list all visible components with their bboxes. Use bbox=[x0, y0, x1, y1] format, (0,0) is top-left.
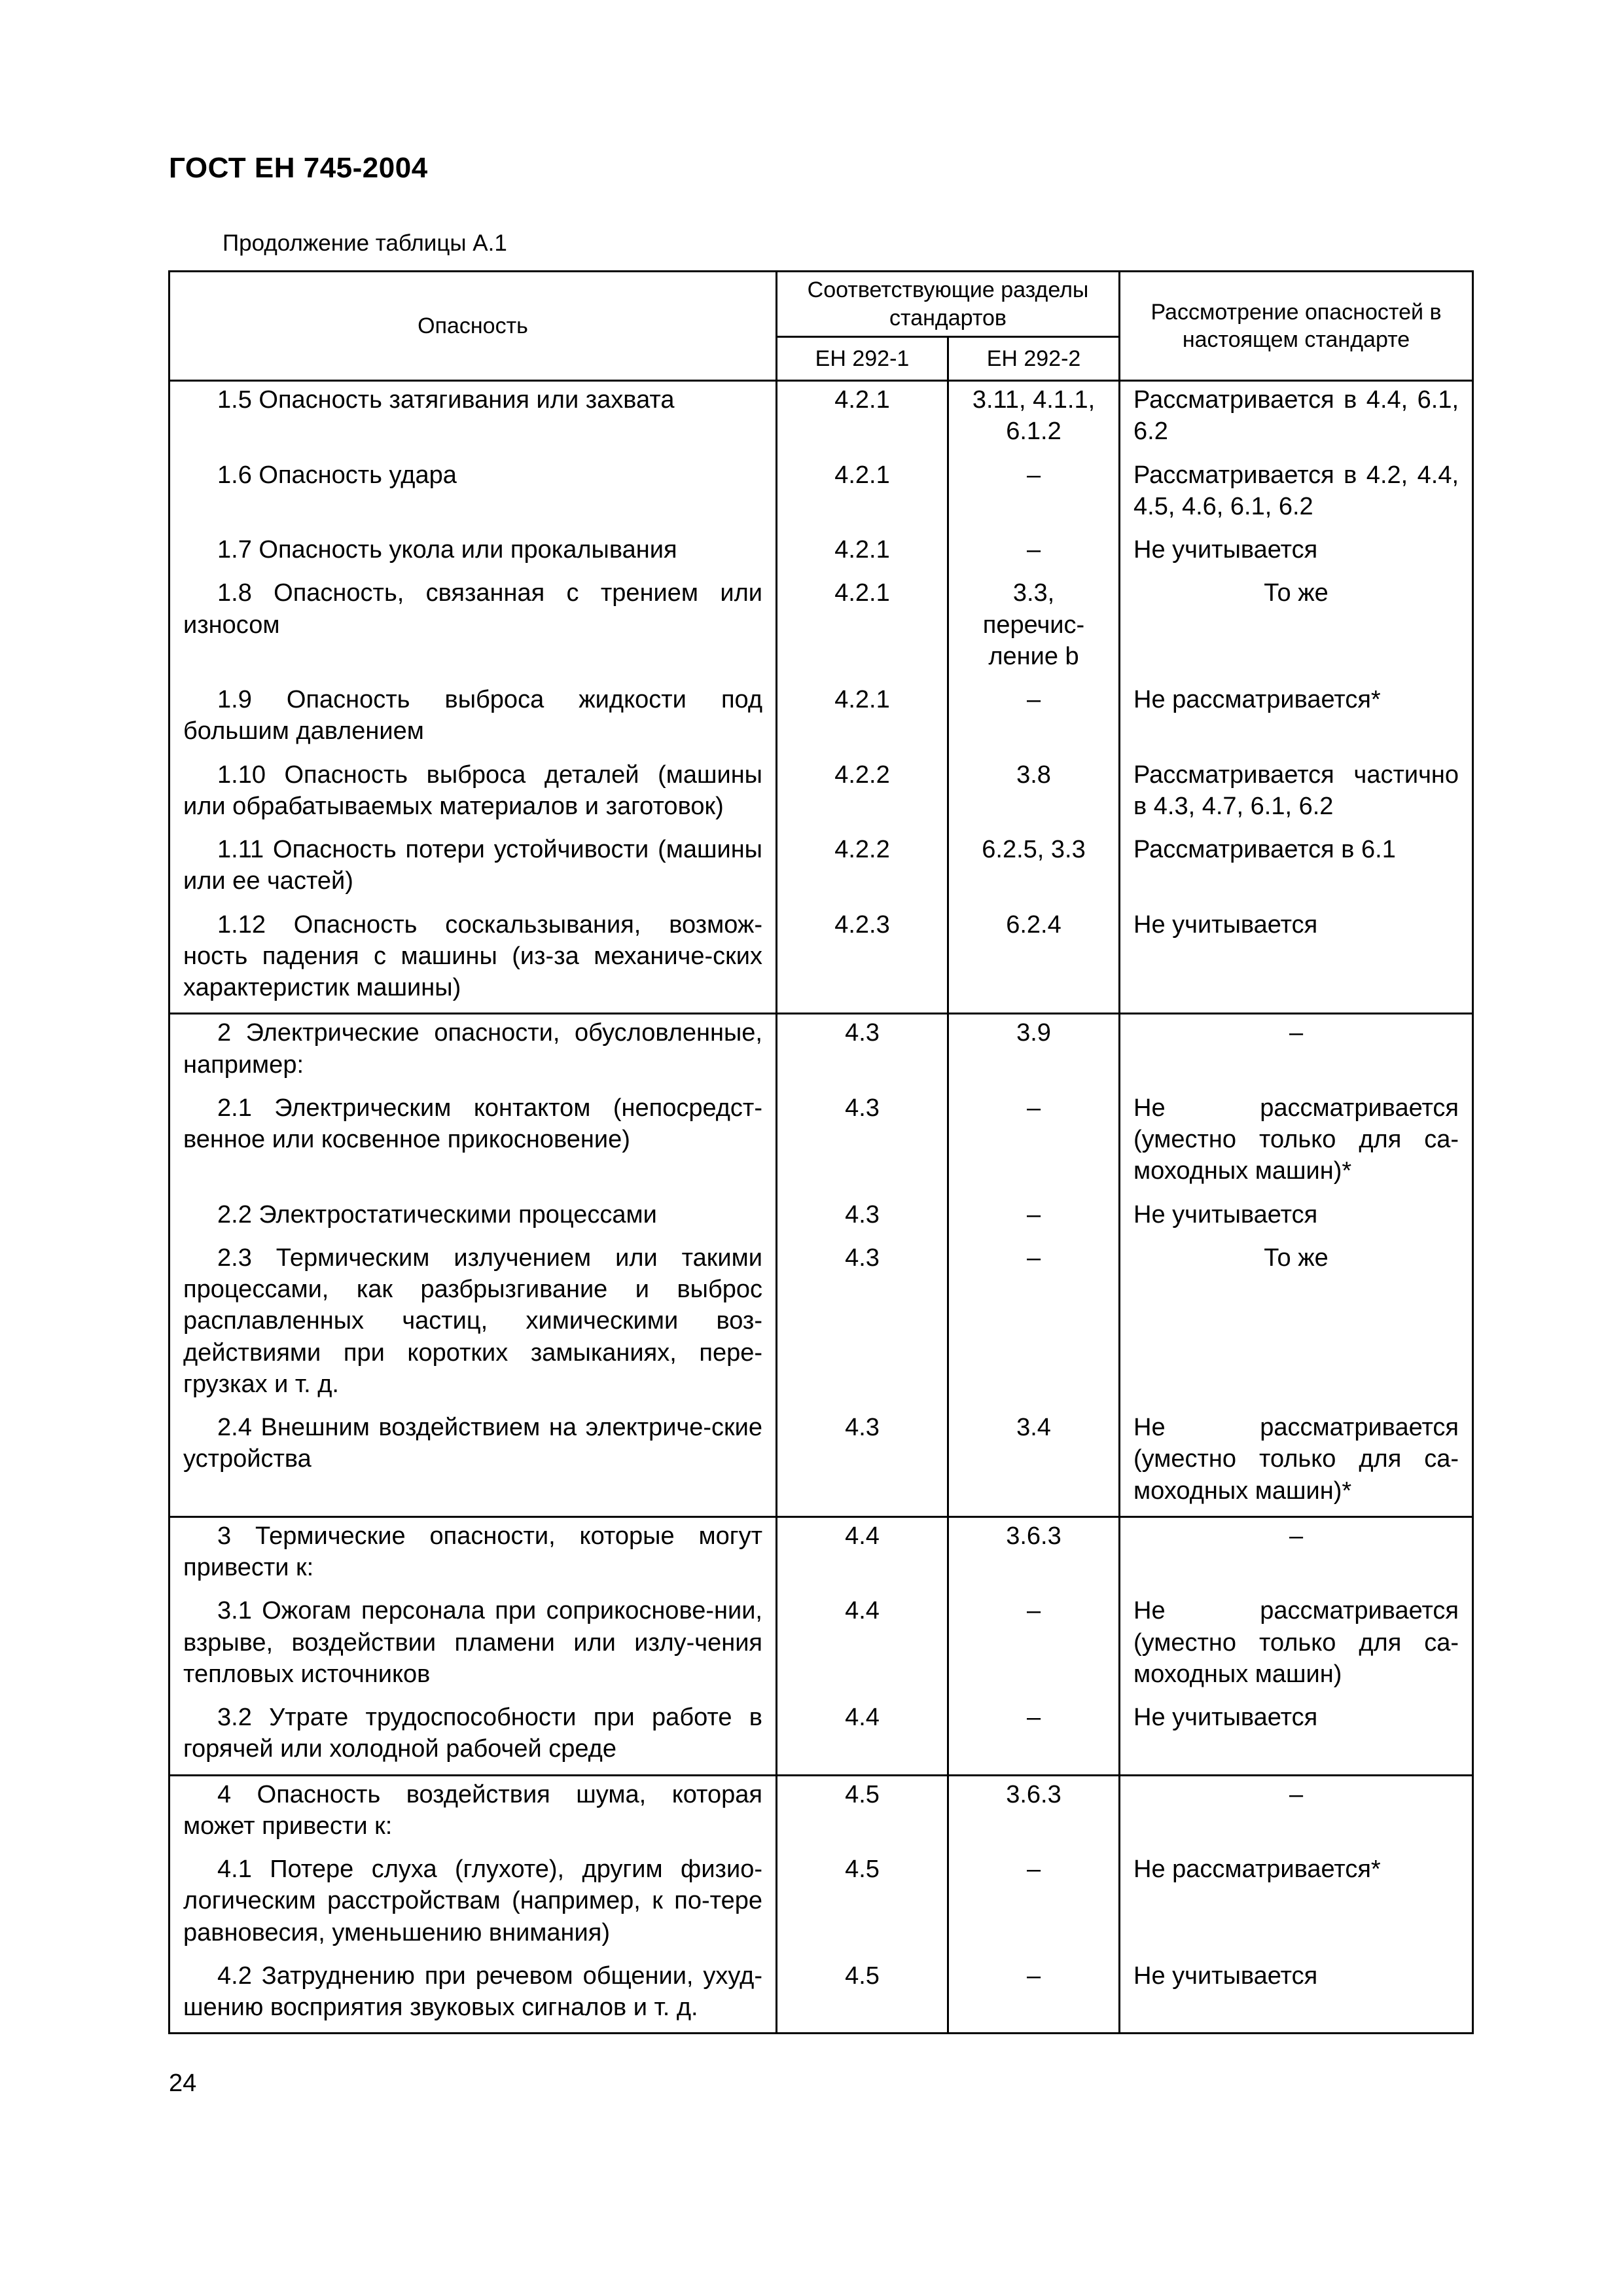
consideration-cell: Не учитывается bbox=[1120, 1699, 1473, 1775]
consideration-cell: Не учитывается bbox=[1120, 1958, 1473, 2034]
en292-1-cell: 4.2.1 bbox=[777, 531, 948, 575]
hazard-cell: 4.2 Затруднению при речевом общении, ухуд-шению восприятия звуковых сигналов и т. д. bbox=[169, 1958, 777, 2034]
en292-1-cell: 4.4 bbox=[777, 1516, 948, 1592]
en292-1-cell: 4.5 bbox=[777, 1775, 948, 1851]
consideration-cell: – bbox=[1120, 1516, 1473, 1592]
table-row bbox=[169, 757, 1473, 832]
header-consideration: Рассмотрение опасностей в настоящем стандарте bbox=[1120, 272, 1473, 381]
en292-1-cell: 4.2.1 bbox=[777, 575, 948, 681]
table-row bbox=[169, 906, 1473, 1014]
table-row bbox=[169, 531, 1473, 575]
en292-1-cell: 4.5 bbox=[777, 1851, 948, 1958]
hazard-cell: 3.2 Утрате трудоспособности при работе в горячей или холодной рабочей среде bbox=[169, 1699, 777, 1775]
en292-2-cell: 3.11, 4.1.1, 6.1.2 bbox=[948, 381, 1120, 457]
en292-2-cell: 3.6.3 bbox=[948, 1775, 1120, 1851]
hazard-group bbox=[169, 381, 1473, 1014]
consideration-cell: Рассматривается в 4.2, 4.4, 4.5, 4.6, 6.1, 6.2 bbox=[1120, 457, 1473, 532]
en292-2-cell: – bbox=[948, 1090, 1120, 1196]
consideration-cell: Не учитывается bbox=[1120, 531, 1473, 575]
en292-2-cell: 3.4 bbox=[948, 1409, 1120, 1516]
header-en292-2: ЕН 292-2 bbox=[948, 337, 1120, 381]
en292-2-cell: 3.8 bbox=[948, 757, 1120, 832]
hazard-cell: 1.9 Опасность выброса жидкости под большим давлением bbox=[169, 681, 777, 757]
table-row bbox=[169, 457, 1473, 532]
page-number: 24 bbox=[169, 2070, 197, 2097]
hazard-group bbox=[169, 1775, 1473, 2034]
en292-1-cell: 4.2.3 bbox=[777, 906, 948, 1014]
hazard-cell: 1.6 Опасность удара bbox=[169, 457, 777, 532]
en292-2-cell: 3.9 bbox=[948, 1014, 1120, 1090]
consideration-cell: Рассматривается в 4.4, 6.1, 6.2 bbox=[1120, 381, 1473, 457]
hazard-group bbox=[169, 1014, 1473, 1517]
header-hazard: Опасность bbox=[169, 272, 777, 381]
en292-1-cell: 4.4 bbox=[777, 1592, 948, 1699]
en292-1-cell: 4.5 bbox=[777, 1958, 948, 2034]
en292-1-cell: 4.3 bbox=[777, 1240, 948, 1409]
en292-2-cell: – bbox=[948, 1699, 1120, 1775]
en292-1-cell: 4.2.1 bbox=[777, 457, 948, 532]
hazard-cell: 4.1 Потере слуха (глухоте), другим физио-логическим расстройствам (например, к по-тере равновесия, уменьшению внимания) bbox=[169, 1851, 777, 1958]
table-row bbox=[169, 681, 1473, 757]
hazard-cell: 1.8 Опасность, связанная с трением или износом bbox=[169, 575, 777, 681]
en292-1-cell: 4.3 bbox=[777, 1090, 948, 1196]
en292-2-cell: 3.3, перечис-ление b bbox=[948, 575, 1120, 681]
consideration-cell: Не учитывается bbox=[1120, 1196, 1473, 1240]
en292-1-cell: 4.2.2 bbox=[777, 831, 948, 906]
table-row bbox=[169, 1090, 1473, 1196]
consideration-cell: Не учитывается bbox=[1120, 906, 1473, 1014]
table-row bbox=[169, 575, 1473, 681]
en292-2-cell: – bbox=[948, 531, 1120, 575]
table-row bbox=[169, 1699, 1473, 1775]
consideration-cell: Не рассматривается (уместно только для са-моходных машин)* bbox=[1120, 1090, 1473, 1196]
en292-2-cell: – bbox=[948, 1196, 1120, 1240]
en292-2-cell: – bbox=[948, 1592, 1120, 1699]
en292-1-cell: 4.2.1 bbox=[777, 381, 948, 457]
table-row bbox=[169, 1516, 1473, 1592]
hazard-cell: 1.5 Опасность затягивания или захвата bbox=[169, 381, 777, 457]
en292-1-cell: 4.4 bbox=[777, 1699, 948, 1775]
en292-2-cell: 3.6.3 bbox=[948, 1516, 1120, 1592]
consideration-cell: – bbox=[1120, 1014, 1473, 1090]
en292-1-cell: 4.3 bbox=[777, 1196, 948, 1240]
document-title: ГОСТ ЕН 745-2004 bbox=[169, 152, 428, 184]
header-en292-1: ЕН 292-1 bbox=[777, 337, 948, 381]
table-row bbox=[169, 1851, 1473, 1958]
header-sections: Соответствующие разделы стандартов bbox=[777, 272, 1120, 337]
en292-2-cell: 6.2.4 bbox=[948, 906, 1120, 1014]
hazard-cell: 1.10 Опасность выброса деталей (машины или обрабатываемых материалов и заготовок) bbox=[169, 757, 777, 832]
table-row bbox=[169, 831, 1473, 906]
en292-2-cell: – bbox=[948, 457, 1120, 532]
consideration-cell: – bbox=[1120, 1775, 1473, 1851]
en292-2-cell: – bbox=[948, 1958, 1120, 2034]
hazards-table bbox=[168, 270, 1474, 2034]
en292-2-cell: – bbox=[948, 1240, 1120, 1409]
hazard-cell: 2.1 Электрическим контактом (непосредст-венное или косвенное прикосновение) bbox=[169, 1090, 777, 1196]
en292-2-cell: – bbox=[948, 1851, 1120, 1958]
consideration-cell: Не рассматривается (уместно только для са-моходных машин)* bbox=[1120, 1409, 1473, 1516]
table-row bbox=[169, 1592, 1473, 1699]
consideration-cell: Рассматривается в 6.1 bbox=[1120, 831, 1473, 906]
consideration-cell: Рассматривается частично в 4.3, 4.7, 6.1, 6.2 bbox=[1120, 757, 1473, 832]
table-row bbox=[169, 1958, 1473, 2034]
consideration-cell: Не рассматривается* bbox=[1120, 1851, 1473, 1958]
hazard-cell: 2 Электрические опасности, обусловленные, например: bbox=[169, 1014, 777, 1090]
hazard-cell: 1.11 Опасность потери устойчивости (машины или ее частей) bbox=[169, 831, 777, 906]
hazard-cell: 2.2 Электростатическими процессами bbox=[169, 1196, 777, 1240]
table-continuation-caption: Продолжение таблицы А.1 bbox=[223, 230, 507, 256]
hazard-cell: 4 Опасность воздействия шума, которая может привести к: bbox=[169, 1775, 777, 1851]
hazard-cell: 2.3 Термическим излучением или такими процессами, как разбрызгивание и выброс расплавленных частиц, химическими воз-действиями при коротких замыканиях, пере-грузках и т. д. bbox=[169, 1240, 777, 1409]
hazard-group bbox=[169, 1516, 1473, 1775]
consideration-cell: То же bbox=[1120, 1240, 1473, 1409]
consideration-cell: То же bbox=[1120, 575, 1473, 681]
hazard-cell: 2.4 Внешним воздействием на электриче-ские устройства bbox=[169, 1409, 777, 1516]
consideration-cell: Не рассматривается (уместно только для са-моходных машин) bbox=[1120, 1592, 1473, 1699]
table-row bbox=[169, 1196, 1473, 1240]
hazard-cell: 1.12 Опасность соскальзывания, возмож-ность падения с машины (из-за механиче-ских характеристик машины) bbox=[169, 906, 777, 1014]
en292-2-cell: 6.2.5, 3.3 bbox=[948, 831, 1120, 906]
table-header bbox=[169, 272, 1473, 381]
hazard-cell: 3 Термические опасности, которые могут привести к: bbox=[169, 1516, 777, 1592]
table-row bbox=[169, 1775, 1473, 1851]
hazard-cell: 3.1 Ожогам персонала при соприкоснове-нии, взрыве, воздействии пламени или излу-чения тепловых источников bbox=[169, 1592, 777, 1699]
consideration-cell: Не рассматривается* bbox=[1120, 681, 1473, 757]
table-row bbox=[169, 1014, 1473, 1090]
table-row bbox=[169, 1240, 1473, 1409]
table-row bbox=[169, 381, 1473, 457]
en292-1-cell: 4.3 bbox=[777, 1409, 948, 1516]
en292-1-cell: 4.2.1 bbox=[777, 681, 948, 757]
hazard-cell: 1.7 Опасность укола или прокалывания bbox=[169, 531, 777, 575]
table-row bbox=[169, 1409, 1473, 1516]
en292-2-cell: – bbox=[948, 681, 1120, 757]
en292-1-cell: 4.3 bbox=[777, 1014, 948, 1090]
en292-1-cell: 4.2.2 bbox=[777, 757, 948, 832]
